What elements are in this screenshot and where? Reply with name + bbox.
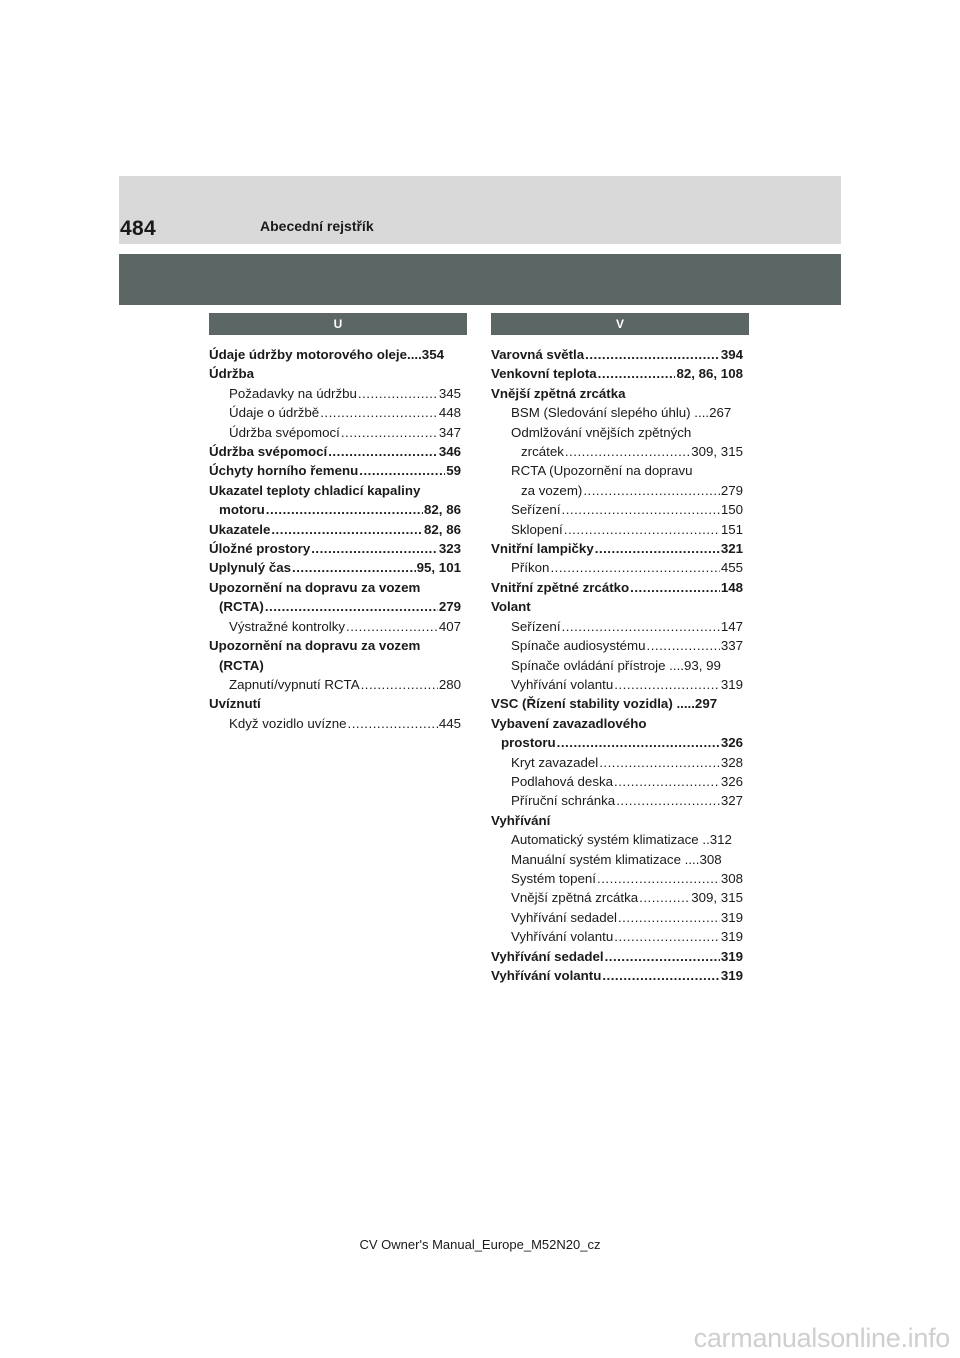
index-entry-text: Vnitřní zpětné zrcátko bbox=[491, 579, 630, 595]
index-entry bbox=[491, 558, 743, 577]
dot-leader bbox=[565, 442, 690, 461]
index-entry bbox=[491, 830, 743, 849]
footer-text: CV Owner's Manual_Europe_M52N20_cz bbox=[359, 1237, 601, 1252]
dot-leader bbox=[346, 617, 438, 636]
dot-leader bbox=[311, 539, 438, 558]
index-entry-text: Uplynulý čas bbox=[209, 560, 292, 576]
index-entry-page: 346 bbox=[438, 444, 461, 460]
index-entry bbox=[491, 947, 743, 966]
index-entry-page: 309, 315 bbox=[691, 890, 743, 906]
index-entry bbox=[209, 461, 461, 480]
index-entry-text: Vyhřívání bbox=[491, 812, 551, 828]
dot-leader bbox=[585, 345, 720, 364]
index-entry bbox=[491, 888, 743, 907]
index-entry-text: Uvíznutí bbox=[209, 696, 261, 712]
index-entry-page: 151 bbox=[720, 521, 743, 537]
index-entry-page: 448 bbox=[438, 405, 461, 421]
index-entry-text: Příruční schránka bbox=[511, 793, 616, 809]
header-band bbox=[119, 176, 841, 244]
index-entry-text: Automatický systém klimatizace .. bbox=[511, 832, 710, 848]
watermark: carmanualsonline.info bbox=[693, 1323, 950, 1353]
index-entry bbox=[491, 481, 743, 500]
dot-leader bbox=[562, 500, 720, 519]
index-entry-text: Zapnutí/vypnutí RCTA bbox=[229, 676, 360, 692]
index-entry-text: Sklopení bbox=[511, 521, 563, 537]
index-entry-page: 354 bbox=[421, 347, 444, 362]
index-entry bbox=[209, 364, 461, 383]
dot-leader bbox=[562, 617, 720, 636]
dot-leader bbox=[598, 364, 676, 383]
index-entry bbox=[209, 694, 461, 713]
index-entry bbox=[491, 578, 743, 597]
index-entry-text: Výstražné kontrolky bbox=[229, 618, 346, 634]
index-entry-page: 93, 99 bbox=[683, 657, 721, 673]
index-entry-text: Vnější zpětná zrcátka bbox=[491, 385, 626, 401]
index-entry-page: 95, 101 bbox=[416, 560, 461, 576]
index-entry bbox=[209, 423, 461, 442]
index-entry bbox=[209, 636, 461, 655]
index-entry-page: 394 bbox=[720, 347, 743, 362]
dot-leader bbox=[271, 520, 423, 539]
index-entry bbox=[209, 520, 461, 539]
index-entry-text: Seřízení bbox=[511, 502, 561, 518]
index-entry-text: Upozornění na dopravu za vozem bbox=[209, 579, 421, 595]
page-number: 484 bbox=[120, 217, 156, 240]
index-entry bbox=[209, 558, 461, 577]
index-entry-page: 82, 86 bbox=[424, 502, 461, 518]
index-entry-page: 407 bbox=[438, 618, 461, 634]
dot-leader bbox=[599, 753, 720, 772]
index-entry bbox=[491, 927, 743, 946]
index-entry-text: Když vozidlo uvízne bbox=[229, 715, 347, 731]
index-entry bbox=[491, 791, 743, 810]
index-entry bbox=[491, 694, 743, 713]
index-entry-text: za vozem) bbox=[521, 482, 583, 498]
index-entry bbox=[491, 966, 743, 985]
index-entry bbox=[491, 403, 743, 422]
dot-leader bbox=[647, 636, 720, 655]
index-entry bbox=[491, 656, 743, 675]
dot-leader bbox=[614, 675, 720, 694]
letter-header-u: U bbox=[209, 313, 467, 335]
index-entry bbox=[491, 345, 743, 364]
index-entry bbox=[209, 345, 461, 364]
index-entry-text: (RCTA) bbox=[219, 657, 264, 673]
index-entry-page: 319 bbox=[720, 676, 743, 692]
dark-band bbox=[119, 254, 841, 305]
index-entry-text: Seřízení bbox=[511, 618, 561, 634]
index-entry bbox=[209, 617, 461, 636]
dot-leader bbox=[616, 791, 720, 810]
index-entry-page: 455 bbox=[720, 560, 743, 576]
index-entries-u bbox=[209, 345, 461, 733]
index-entry-page: 312 bbox=[709, 832, 732, 848]
index-entry bbox=[491, 423, 743, 442]
index-entry-page: 323 bbox=[438, 541, 461, 557]
index-entry-page: 308 bbox=[699, 851, 722, 867]
index-entry-page: 319 bbox=[720, 909, 743, 925]
index-entry bbox=[491, 714, 743, 733]
index-entries-v bbox=[491, 345, 743, 985]
index-entry bbox=[209, 403, 461, 422]
index-entry bbox=[491, 539, 743, 558]
index-entry-text: Vybavení zavazadlového bbox=[491, 715, 647, 731]
index-entry-page: 148 bbox=[720, 579, 743, 595]
index-entry bbox=[491, 675, 743, 694]
index-entry-page: 319 bbox=[720, 948, 743, 964]
index-entry bbox=[209, 656, 461, 675]
index-entry-text: Ukazatel teploty chladicí kapaliny bbox=[209, 482, 421, 498]
index-entry-page: 326 bbox=[720, 735, 743, 751]
index-entry-page: 328 bbox=[720, 754, 743, 770]
index-entry-page: 279 bbox=[438, 599, 461, 615]
dot-leader bbox=[557, 733, 720, 752]
dot-leader bbox=[266, 500, 423, 519]
index-entry-page: 59 bbox=[446, 463, 461, 479]
index-entry-page: 267 bbox=[709, 405, 732, 421]
index-entry-page: 319 bbox=[720, 968, 743, 983]
dot-leader bbox=[583, 481, 719, 500]
index-entry-text: Požadavky na údržbu bbox=[229, 385, 357, 401]
dot-leader bbox=[292, 558, 416, 577]
index-entry-text: (RCTA) bbox=[219, 599, 264, 615]
index-entry-text: Odmlžování vnějších zpětných bbox=[511, 424, 692, 440]
index-entry bbox=[491, 636, 743, 655]
index-entry bbox=[209, 597, 461, 616]
dot-leader bbox=[630, 578, 720, 597]
index-entry-text: Kryt zavazadel bbox=[511, 754, 599, 770]
index-entry-page: 82, 86, 108 bbox=[676, 366, 743, 382]
index-entry-text: Manuální systém klimatizace .... bbox=[511, 851, 700, 867]
index-entry bbox=[491, 772, 743, 791]
index-entry-text: Vyhřívání volantu bbox=[511, 676, 614, 692]
dot-leader bbox=[328, 442, 438, 461]
index-entry bbox=[491, 733, 743, 752]
index-entry-page: 147 bbox=[720, 618, 743, 634]
index-entry bbox=[491, 908, 743, 927]
dot-leader bbox=[348, 714, 438, 733]
index-entry bbox=[209, 500, 461, 519]
index-entry-text: Venkovní teplota bbox=[491, 366, 597, 382]
index-entry-page: 347 bbox=[438, 424, 461, 440]
index-entry-text: Příkon bbox=[511, 560, 550, 576]
index-entry-text: Systém topení bbox=[511, 870, 596, 886]
dot-leader bbox=[341, 423, 438, 442]
index-entry bbox=[209, 578, 461, 597]
index-entry-text: Úložné prostory bbox=[209, 541, 311, 557]
dot-leader bbox=[639, 888, 690, 907]
index-entry-text: Údržba svépomocí bbox=[229, 424, 340, 440]
index-entry-text: Volant bbox=[491, 599, 531, 615]
dot-leader bbox=[595, 539, 720, 558]
index-entry-text: Spínače ovládání přístroje .... bbox=[511, 657, 684, 673]
index-entry-text: Varovná světla bbox=[491, 347, 585, 362]
index-entry bbox=[491, 811, 743, 830]
index-entry-text: Vnitřní lampičky bbox=[491, 541, 594, 557]
index-entry bbox=[209, 539, 461, 558]
dot-leader bbox=[550, 558, 719, 577]
index-entry-text: zrcátek bbox=[521, 444, 564, 460]
index-entry bbox=[491, 520, 743, 539]
dot-leader bbox=[618, 908, 720, 927]
index-entry-text: Vyhřívání sedadel bbox=[511, 909, 617, 925]
index-entry bbox=[209, 714, 461, 733]
dot-leader bbox=[614, 927, 720, 946]
index-entry-page: 337 bbox=[720, 638, 743, 654]
dot-leader bbox=[597, 869, 720, 888]
index-entry-text: Spínače audiosystému bbox=[511, 638, 646, 654]
index-entry bbox=[209, 384, 461, 403]
index-entry-text: Údaje o údržbě bbox=[229, 405, 320, 421]
index-entry-text: Podlahová deska bbox=[511, 773, 614, 789]
index-entry-text: Vyhřívání sedadel bbox=[491, 948, 604, 964]
dot-leader bbox=[564, 520, 720, 539]
index-entry-text: BSM (Sledování slepého úhlu) .... bbox=[511, 405, 710, 421]
index-entry-text: Údržba bbox=[209, 366, 255, 382]
index-entry bbox=[491, 869, 743, 888]
index-entry bbox=[491, 617, 743, 636]
index-entry bbox=[491, 597, 743, 616]
index-entry-page: 326 bbox=[720, 773, 743, 789]
index-entry-text: Údržba svépomocí bbox=[209, 444, 328, 460]
index-entry bbox=[491, 850, 743, 869]
index-entry-page: 321 bbox=[720, 541, 743, 557]
index-entry-page: 279 bbox=[720, 482, 743, 498]
index-entry-page: 327 bbox=[720, 793, 743, 809]
index-entry-page: 319 bbox=[720, 929, 743, 945]
index-entry-text: Úchyty horního řemenu bbox=[209, 463, 359, 479]
index-entry-text: motoru bbox=[219, 502, 265, 518]
index-entry bbox=[209, 442, 461, 461]
index-entry-page: 280 bbox=[438, 676, 461, 692]
index-entry-page: 297 bbox=[694, 696, 718, 712]
index-entry bbox=[491, 461, 743, 480]
index-entry bbox=[491, 500, 743, 519]
index-entry bbox=[491, 442, 743, 461]
index-entry bbox=[209, 481, 461, 500]
index-entry bbox=[491, 384, 743, 403]
dot-leader bbox=[359, 461, 445, 480]
index-entry-text: Vnější zpětná zrcátka bbox=[511, 890, 639, 906]
dot-leader bbox=[358, 384, 438, 403]
index-entry bbox=[209, 675, 461, 694]
dot-leader bbox=[602, 966, 719, 985]
index-entry-text: prostoru bbox=[501, 735, 556, 751]
dot-leader bbox=[265, 597, 438, 616]
index-entry-text: RCTA (Upozornění na dopravu bbox=[511, 463, 693, 479]
section-title: Abecední rejstřík bbox=[260, 218, 374, 234]
index-entry-text: Vyhřívání volantu bbox=[491, 968, 602, 983]
letter-header-v: V bbox=[491, 313, 749, 335]
dot-leader bbox=[320, 403, 438, 422]
index-entry-text: Vyhřívání volantu bbox=[511, 929, 614, 945]
dot-leader bbox=[614, 772, 720, 791]
index-entry-page: 345 bbox=[438, 385, 461, 401]
dot-leader bbox=[361, 675, 438, 694]
index-entry-page: 308 bbox=[720, 870, 743, 886]
index-entry-page: 309, 315 bbox=[691, 444, 743, 460]
index-entry-page: 82, 86 bbox=[424, 521, 461, 537]
index-entry bbox=[491, 753, 743, 772]
index-entry-text: Údaje údržby motorového oleje.... bbox=[209, 347, 422, 362]
index-entry bbox=[491, 364, 743, 383]
index-entry-text: VSC (Řízení stability vozidla) ..... bbox=[491, 696, 695, 712]
index-column-u bbox=[209, 313, 467, 733]
index-entry-page: 150 bbox=[720, 502, 743, 518]
index-entry-text: Ukazatele bbox=[209, 521, 271, 537]
dot-leader bbox=[605, 947, 720, 966]
index-entry-text: Upozornění na dopravu za vozem bbox=[209, 638, 421, 654]
index-entry-page: 445 bbox=[438, 715, 461, 731]
index-column-v bbox=[491, 313, 749, 985]
